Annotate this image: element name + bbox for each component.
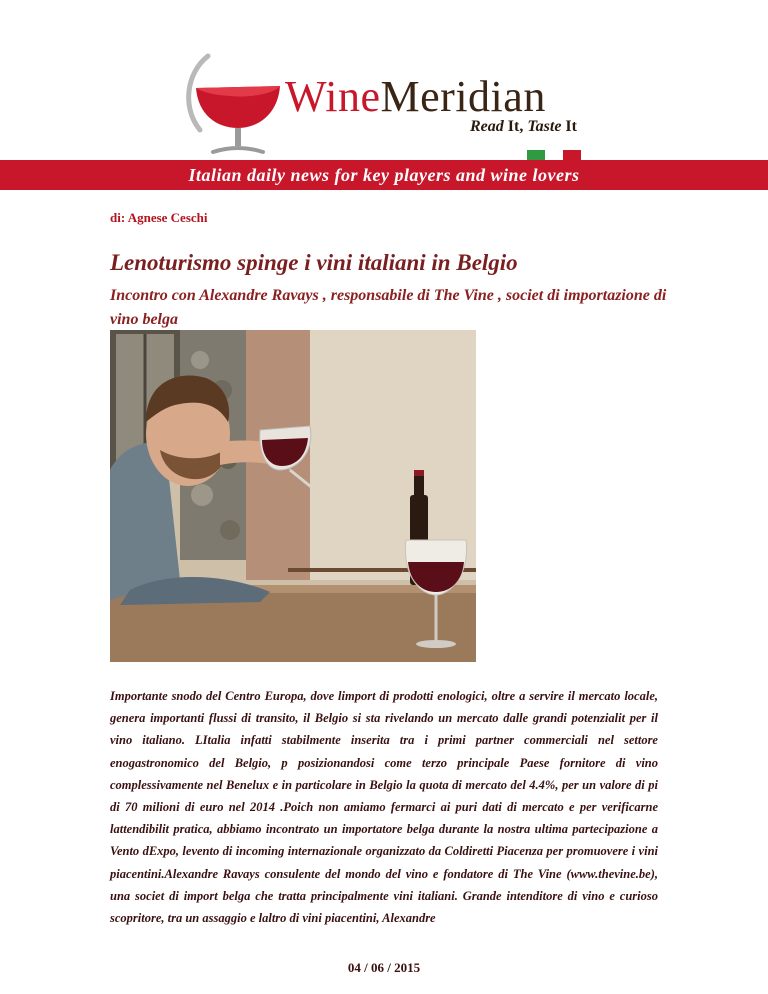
flag-white-stripe [545, 150, 563, 160]
wine-tasting-photo [110, 330, 476, 662]
article-subtitle: Incontro con Alexandre Ravays , responsabile di The Vine , societ di importazione di vino belga [110, 287, 667, 328]
masthead [0, 0, 768, 160]
brand-tagline [470, 118, 577, 136]
tagline-read: Read [470, 118, 504, 135]
brand-wordmark[interactable] [285, 72, 546, 122]
flag-green-stripe [527, 150, 545, 160]
article-date: 04 / 06 / 2015 [347, 960, 421, 975]
article-title: Lenoturismo spinge i vini italiani in Belgio [110, 250, 518, 275]
flag-red-stripe [563, 150, 581, 160]
brand-meridian: Meridian [380, 72, 546, 121]
brand-wine: Wine [285, 72, 381, 121]
tagline-it-1: It, [507, 118, 524, 135]
header-banner [0, 160, 768, 190]
tagline-it-2: It [565, 118, 577, 135]
tagline-taste: Taste [527, 118, 562, 135]
article-author: di: Agnese Ceschi [110, 210, 208, 225]
article-body: Importante snodo del Centro Europa, dove limport di prodotti enologici, oltre a servire il mercato locale, genera importanti flussi di transito, il Belgio si sta rivelando un mercato dalle grandi potenzialit per il vino italiano. LItalia infatti stabilmente inserita tra i primi partner commerciali nel settore enogastronomico del Belgio, p posizionandosi come terzo principale Paese fornitore di vino complessivamente nel Benelux e in particolare in Belgio la quota di mercato del 4.4%, per un valore di pi di 70 milioni di euro nel 2014 .Poich non amiamo fermarci ai puri dati di mercato e per verificarne lattendibilit pratica, abbiamo incontrato un importatore belga durante la nostra ultima partecipazione a Vento dExpo, levento di incoming internazionale organizzato da Coldiretti Piacenza per promuovere i vini piacentini.Alexandre Ravays consulente del mondo del vino e fondatore di The Vine (www.thevine.be), una societ di import belga che tratta principalmente vini italiani. Grande intenditore di vino e curioso scopritore, tra un assaggio e laltro di vini piacentini, Alexandre [110, 689, 658, 926]
banner-text: Italian daily news for key players and wine lovers [188, 165, 580, 185]
wine-glass-logo-icon [178, 48, 288, 158]
article-photo [110, 330, 476, 662]
